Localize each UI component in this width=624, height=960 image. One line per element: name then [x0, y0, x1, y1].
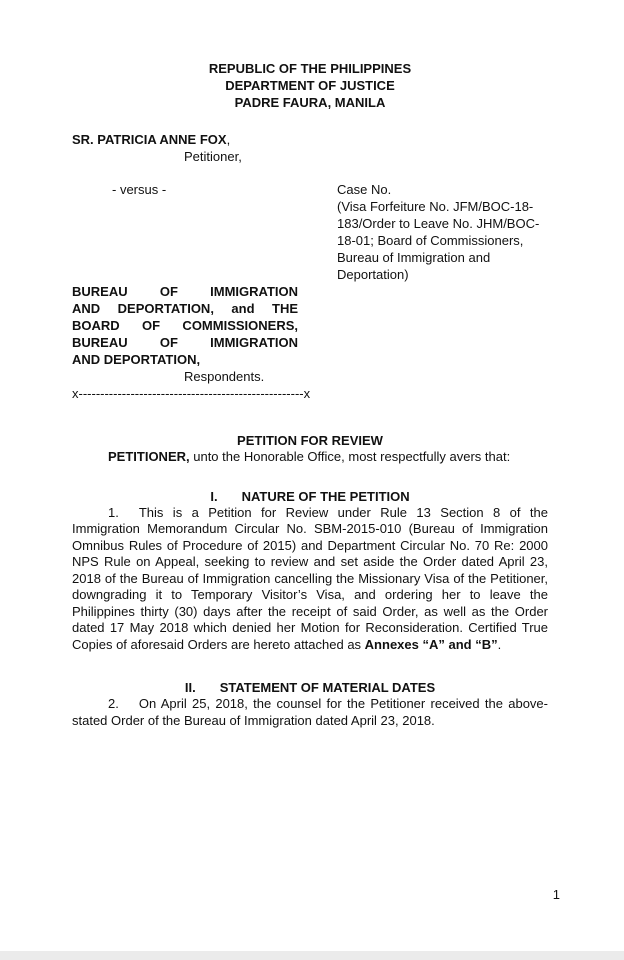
- paragraph-number: 1.: [108, 504, 119, 520]
- paragraph-2: [72, 696, 548, 729]
- respondent-role: Respondents.: [184, 369, 265, 384]
- petitioner-role: Petitioner,: [184, 149, 242, 164]
- document-title: PETITION FOR REVIEW: [237, 433, 383, 448]
- caption-separator: x----------------------------------------------------x: [72, 386, 311, 401]
- paragraph-number: 2.: [108, 696, 119, 711]
- respondent-line: BUREAU OF IMMIGRATION: [72, 335, 298, 350]
- respondent-line: AND DEPORTATION, and THE: [72, 301, 298, 316]
- header-line-1: REPUBLIC OF THE PHILIPPINES: [208, 61, 412, 76]
- respondent-line: BUREAU OF IMMIGRATION: [72, 284, 298, 299]
- section-number: II.: [184, 680, 196, 695]
- petitioner-name: SR. PATRICIA ANNE FOX: [72, 132, 227, 147]
- case-number-label: Case No.: [337, 182, 392, 197]
- paragraph-text: On April 25, 2018, the counsel for the Petitioner received the above-stated Order of the Bureau of Immigration dated April 23, 2018.: [72, 696, 548, 728]
- paragraph-tail: .: [497, 636, 502, 652]
- petitioner-name-line: [72, 131, 548, 148]
- averment-paragraph: [72, 449, 548, 466]
- paragraph-bold-text: Annexes “A” and “B”: [364, 636, 498, 652]
- respondent-line: BOARD OF COMMISSIONERS,: [72, 318, 298, 333]
- respondent-line: AND DEPORTATION,: [72, 352, 201, 367]
- case-number-details: (Visa Forfeiture No. JFM/BOC-18-183/Order to Leave No. JHM/BOC-18-01; Board of Commissioners, Bureau of Immigration and Deportation): [337, 199, 540, 282]
- section-number: I.: [210, 488, 218, 504]
- versus-label: - versus -: [112, 182, 167, 197]
- case-number-block: [337, 181, 548, 385]
- caption-left-column: [72, 181, 337, 385]
- paragraph-text: This is a Petition for Review under Rule 13 Section 8 of the Immigration Memorandum Circular No. SBM-2015-010 (Bureau of Immigration Omnibus Rules of Procedure of 2015) and Department Circular No. 70 Re: 2000 NPS Rule on Appeal, seeking to review and set aside the Order dated April 23, 2018 of the Bureau of Immigration cancelling the Missionary Visa of the Petitioner, downgrading it to Temporary Visitor’s Visa, and ordering her to leave the Philippines thirty (30) days after the receipt of said Order, as well as the Order dated 17 May 2018 which denied her Motion for Reconsideration. Certified True Copies of aforesaid Orders are hereto attached as: [72, 504, 548, 652]
- section-title: NATURE OF THE PETITION: [241, 488, 410, 504]
- header-line-3: PADRE FAURA, MANILA: [234, 95, 386, 110]
- page-bottom-edge: [0, 951, 624, 960]
- section-heading-2: [72, 679, 548, 696]
- section-heading-1: [72, 488, 548, 505]
- document-header: [72, 60, 548, 111]
- averment-lead: PETITIONER,: [108, 449, 190, 464]
- petitioner-name-suffix: ,: [226, 132, 231, 147]
- averment-rest: unto the Honorable Office, most respectfully avers that:: [189, 449, 511, 464]
- case-caption: [72, 181, 548, 385]
- section-title: STATEMENT OF MATERIAL DATES: [219, 680, 436, 695]
- header-line-2: DEPARTMENT OF JUSTICE: [225, 78, 395, 93]
- respondent-name: [72, 283, 298, 368]
- page-number: 1: [552, 887, 560, 902]
- paragraph-1: [72, 505, 548, 654]
